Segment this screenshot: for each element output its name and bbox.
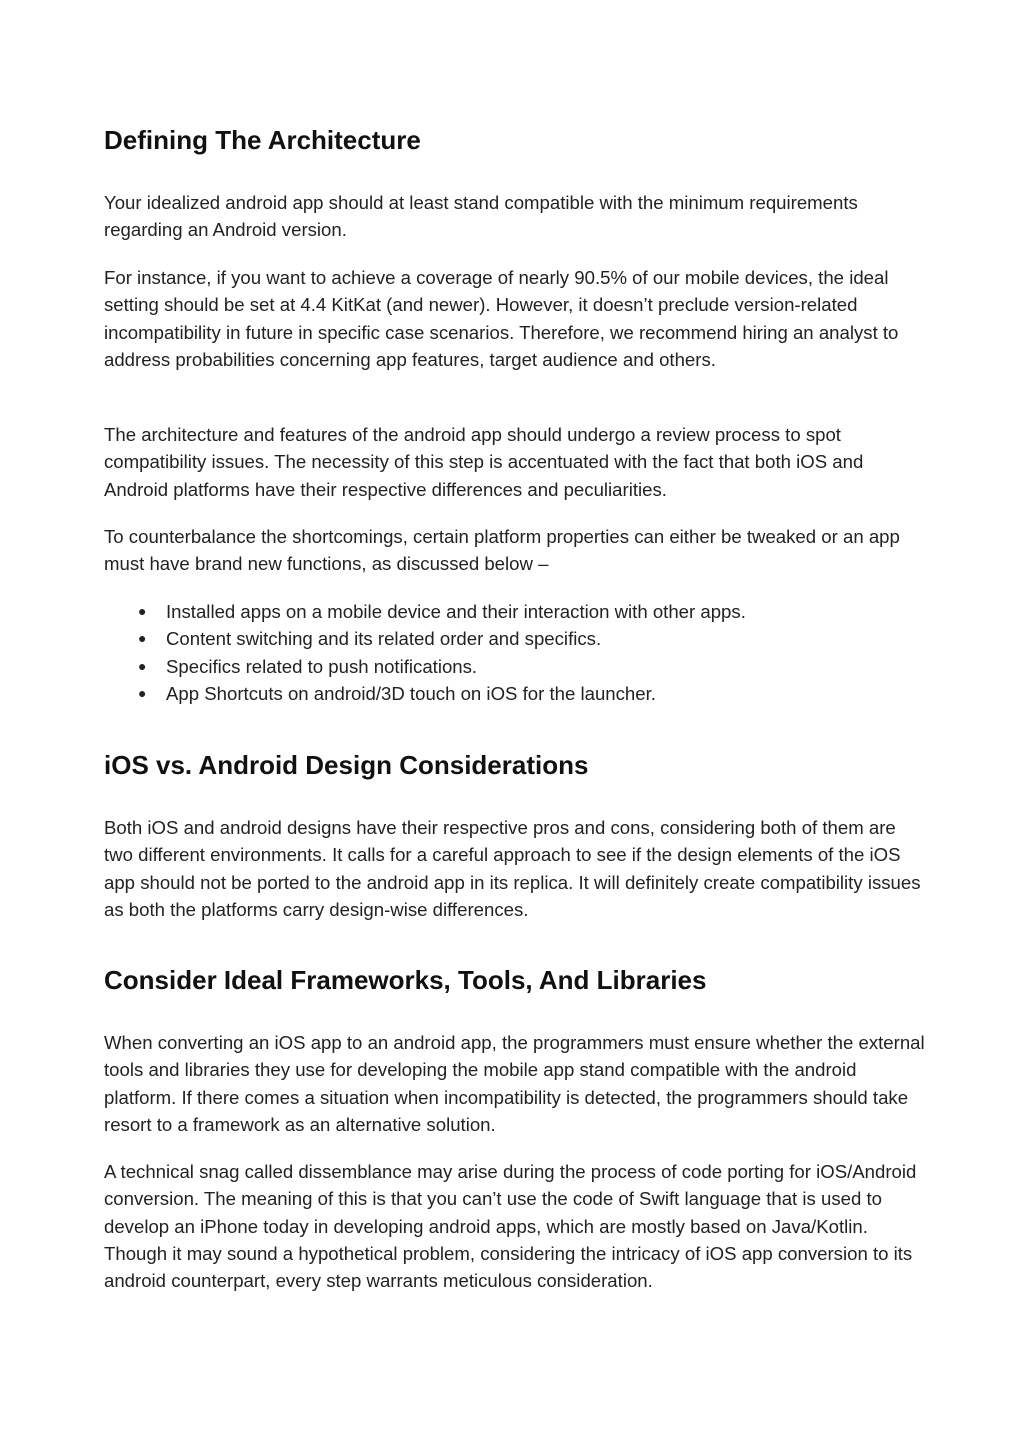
paragraph-external-tools: When converting an iOS app to an android app, the programmers must ensure whether the external tools and libraries they use for developing the mobile app stand compatible with the android platform. If there comes a situation when incompatibility is detected, the programmers should take resort to a framework as an alternative solution. xyxy=(104,1032,925,1135)
bullet-icon: ● xyxy=(138,603,147,619)
bullet-icon: ● xyxy=(138,684,147,701)
list-item xyxy=(104,680,926,707)
bullet-icon: ● xyxy=(138,630,147,647)
paragraph-review-process: The architecture and features of the android app should undergo a review process to spot compatibility issues. The necessity of this step is accentuated with the fact that both iOS and Android platforms have their respective differences and peculiarities. xyxy=(104,424,864,500)
list-item-text: Specifics related to push notifications. xyxy=(166,655,478,677)
heading-defining-architecture: Defining The Architecture xyxy=(104,125,421,155)
paragraph-coverage: For instance, if you want to achieve a coverage of nearly 90.5% of our mobile devices, the ideal setting should be set at 4.4 KitKat (and newer). However, it doesn’t preclude version-related incompatibility in future in specific case scenarios. Therefore, we recommend hiring an analyst to address probabilities concerning app features, target audience and others. xyxy=(104,267,899,370)
heading-design-considerations: iOS vs. Android Design Considerations xyxy=(104,750,589,780)
heading-frameworks-tools: Consider Ideal Frameworks, Tools, And Libraries xyxy=(104,965,707,995)
feature-bullet-list xyxy=(104,598,926,707)
list-item xyxy=(104,598,926,625)
list-item xyxy=(104,625,926,652)
paragraph-counterbalance: To counterbalance the shortcomings, certain platform properties can either be tweaked or an app must have brand new functions, as discussed below – xyxy=(104,526,900,575)
list-item-text: Content switching and its related order and specifics. xyxy=(166,628,602,650)
paragraph-dissemblance: A technical snag called dissemblance may arise during the process of code porting for iOS/Android conversion. The meaning of this is that you can’t use the code of Swift language that is used to develop an iPhone today in developing android apps, which are mostly based on Java/Kotlin. Though it may sound a hypothetical problem, considering the intricacy of iOS app conversion to its android counterpart, every step warrants meticulous consideration. xyxy=(104,1161,917,1292)
list-item-text: Installed apps on a mobile device and their interaction with other apps. xyxy=(166,601,746,622)
list-item xyxy=(104,653,926,680)
bullet-icon: ● xyxy=(138,657,147,674)
paragraph-design-pros-cons: Both iOS and android designs have their respective pros and cons, considering both of them are two different environments. It calls for a careful approach to see if the design elements of the iOS app should not be ported to the android app in its replica. It will definitely create compatibility issues as both the platforms carry design-wise differences. xyxy=(104,817,921,920)
paragraph-min-requirements: Your idealized android app should at least stand compatible with the minimum requirements regarding an Android version. xyxy=(104,192,858,241)
list-item-text: App Shortcuts on android/3D touch on iOS for the launcher. xyxy=(166,682,656,704)
